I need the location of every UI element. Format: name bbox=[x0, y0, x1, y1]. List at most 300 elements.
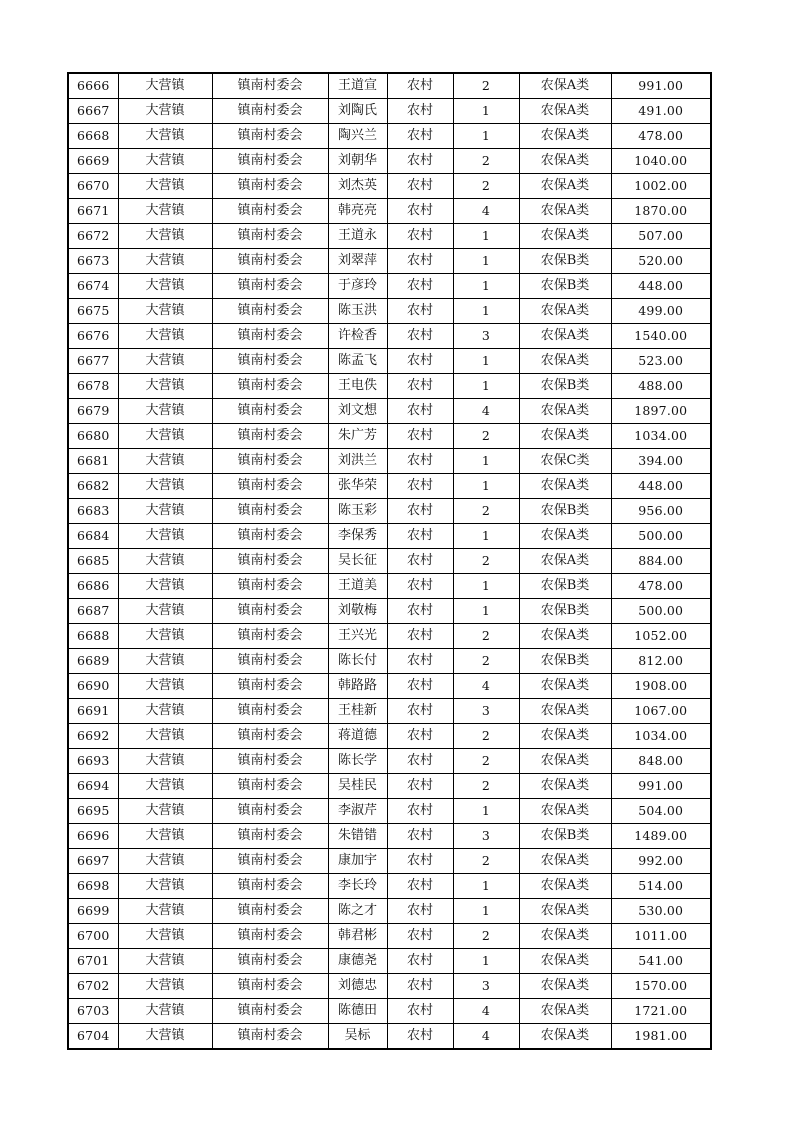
amount-cell: 504.00 bbox=[611, 799, 711, 824]
household-size-cell: 1 bbox=[453, 524, 519, 549]
amount-cell: 992.00 bbox=[611, 849, 711, 874]
household-size-cell: 1 bbox=[453, 124, 519, 149]
serial-number-cell: 6692 bbox=[68, 724, 118, 749]
household-size-cell: 2 bbox=[453, 724, 519, 749]
town-cell: 大营镇 bbox=[118, 174, 212, 199]
town-cell: 大营镇 bbox=[118, 974, 212, 999]
household-size-cell: 1 bbox=[453, 374, 519, 399]
table-row bbox=[68, 699, 711, 724]
serial-number-cell: 6704 bbox=[68, 1024, 118, 1050]
table-row bbox=[68, 774, 711, 799]
village-committee-cell: 镇南村委会 bbox=[212, 849, 328, 874]
serial-number-cell: 6696 bbox=[68, 824, 118, 849]
category-cell: 农保B类 bbox=[519, 374, 611, 399]
category-cell: 农保A类 bbox=[519, 199, 611, 224]
town-cell: 大营镇 bbox=[118, 424, 212, 449]
area-type-cell: 农村 bbox=[387, 224, 453, 249]
name-cell: 刘洪兰 bbox=[328, 449, 387, 474]
serial-number-cell: 6700 bbox=[68, 924, 118, 949]
household-size-cell: 3 bbox=[453, 974, 519, 999]
table-row bbox=[68, 249, 711, 274]
area-type-cell: 农村 bbox=[387, 73, 453, 99]
table-row bbox=[68, 124, 711, 149]
serial-number-cell: 6693 bbox=[68, 749, 118, 774]
household-size-cell: 2 bbox=[453, 924, 519, 949]
town-cell: 大营镇 bbox=[118, 224, 212, 249]
category-cell: 农保A类 bbox=[519, 674, 611, 699]
name-cell: 韩君彬 bbox=[328, 924, 387, 949]
household-size-cell: 2 bbox=[453, 849, 519, 874]
village-committee-cell: 镇南村委会 bbox=[212, 999, 328, 1024]
town-cell: 大营镇 bbox=[118, 349, 212, 374]
area-type-cell: 农村 bbox=[387, 474, 453, 499]
serial-number-cell: 6699 bbox=[68, 899, 118, 924]
amount-cell: 1570.00 bbox=[611, 974, 711, 999]
town-cell: 大营镇 bbox=[118, 749, 212, 774]
table-row bbox=[68, 999, 711, 1024]
amount-cell: 1034.00 bbox=[611, 724, 711, 749]
serial-number-cell: 6680 bbox=[68, 424, 118, 449]
name-cell: 王道永 bbox=[328, 224, 387, 249]
name-cell: 王电佚 bbox=[328, 374, 387, 399]
table-row bbox=[68, 549, 711, 574]
amount-cell: 530.00 bbox=[611, 899, 711, 924]
town-cell: 大营镇 bbox=[118, 724, 212, 749]
household-size-cell: 1 bbox=[453, 99, 519, 124]
category-cell: 农保A类 bbox=[519, 149, 611, 174]
table-row bbox=[68, 474, 711, 499]
amount-cell: 1052.00 bbox=[611, 624, 711, 649]
serial-number-cell: 6674 bbox=[68, 274, 118, 299]
area-type-cell: 农村 bbox=[387, 924, 453, 949]
serial-number-cell: 6681 bbox=[68, 449, 118, 474]
serial-number-cell: 6689 bbox=[68, 649, 118, 674]
table-row bbox=[68, 299, 711, 324]
name-cell: 陶兴兰 bbox=[328, 124, 387, 149]
household-size-cell: 1 bbox=[453, 574, 519, 599]
area-type-cell: 农村 bbox=[387, 149, 453, 174]
town-cell: 大营镇 bbox=[118, 249, 212, 274]
name-cell: 王道宣 bbox=[328, 73, 387, 99]
village-committee-cell: 镇南村委会 bbox=[212, 699, 328, 724]
village-committee-cell: 镇南村委会 bbox=[212, 73, 328, 99]
village-committee-cell: 镇南村委会 bbox=[212, 574, 328, 599]
area-type-cell: 农村 bbox=[387, 599, 453, 624]
village-committee-cell: 镇南村委会 bbox=[212, 224, 328, 249]
town-cell: 大营镇 bbox=[118, 874, 212, 899]
table-row bbox=[68, 73, 711, 99]
area-type-cell: 农村 bbox=[387, 649, 453, 674]
serial-number-cell: 6667 bbox=[68, 99, 118, 124]
village-committee-cell: 镇南村委会 bbox=[212, 749, 328, 774]
category-cell: 农保A类 bbox=[519, 349, 611, 374]
village-committee-cell: 镇南村委会 bbox=[212, 249, 328, 274]
amount-cell: 448.00 bbox=[611, 274, 711, 299]
name-cell: 于彦玲 bbox=[328, 274, 387, 299]
table-row bbox=[68, 199, 711, 224]
name-cell: 刘翠萍 bbox=[328, 249, 387, 274]
town-cell: 大营镇 bbox=[118, 124, 212, 149]
village-committee-cell: 镇南村委会 bbox=[212, 324, 328, 349]
serial-number-cell: 6678 bbox=[68, 374, 118, 399]
household-size-cell: 2 bbox=[453, 649, 519, 674]
amount-cell: 523.00 bbox=[611, 349, 711, 374]
area-type-cell: 农村 bbox=[387, 399, 453, 424]
name-cell: 王桂新 bbox=[328, 699, 387, 724]
amount-cell: 478.00 bbox=[611, 124, 711, 149]
category-cell: 农保B类 bbox=[519, 649, 611, 674]
table-row bbox=[68, 99, 711, 124]
village-committee-cell: 镇南村委会 bbox=[212, 374, 328, 399]
village-committee-cell: 镇南村委会 bbox=[212, 424, 328, 449]
village-committee-cell: 镇南村委会 bbox=[212, 974, 328, 999]
area-type-cell: 农村 bbox=[387, 199, 453, 224]
category-cell: 农保B类 bbox=[519, 274, 611, 299]
household-size-cell: 1 bbox=[453, 349, 519, 374]
town-cell: 大营镇 bbox=[118, 949, 212, 974]
table-row bbox=[68, 374, 711, 399]
category-cell: 农保A类 bbox=[519, 624, 611, 649]
town-cell: 大营镇 bbox=[118, 649, 212, 674]
name-cell: 陈长学 bbox=[328, 749, 387, 774]
table-row bbox=[68, 874, 711, 899]
area-type-cell: 农村 bbox=[387, 749, 453, 774]
area-type-cell: 农村 bbox=[387, 699, 453, 724]
village-committee-cell: 镇南村委会 bbox=[212, 199, 328, 224]
name-cell: 刘杰英 bbox=[328, 174, 387, 199]
table-row bbox=[68, 424, 711, 449]
category-cell: 农保A类 bbox=[519, 73, 611, 99]
name-cell: 陈孟飞 bbox=[328, 349, 387, 374]
town-cell: 大营镇 bbox=[118, 924, 212, 949]
table-row bbox=[68, 399, 711, 424]
category-cell: 农保A类 bbox=[519, 524, 611, 549]
table-row bbox=[68, 749, 711, 774]
town-cell: 大营镇 bbox=[118, 799, 212, 824]
town-cell: 大营镇 bbox=[118, 549, 212, 574]
serial-number-cell: 6688 bbox=[68, 624, 118, 649]
amount-cell: 956.00 bbox=[611, 499, 711, 524]
amount-cell: 1011.00 bbox=[611, 924, 711, 949]
household-size-cell: 1 bbox=[453, 474, 519, 499]
town-cell: 大营镇 bbox=[118, 73, 212, 99]
category-cell: 农保A类 bbox=[519, 774, 611, 799]
name-cell: 康德尧 bbox=[328, 949, 387, 974]
name-cell: 吴桂民 bbox=[328, 774, 387, 799]
town-cell: 大营镇 bbox=[118, 274, 212, 299]
household-size-cell: 4 bbox=[453, 674, 519, 699]
amount-cell: 514.00 bbox=[611, 874, 711, 899]
table-row bbox=[68, 574, 711, 599]
amount-cell: 488.00 bbox=[611, 374, 711, 399]
area-type-cell: 农村 bbox=[387, 249, 453, 274]
serial-number-cell: 6702 bbox=[68, 974, 118, 999]
town-cell: 大营镇 bbox=[118, 699, 212, 724]
household-size-cell: 2 bbox=[453, 549, 519, 574]
area-type-cell: 农村 bbox=[387, 899, 453, 924]
serial-number-cell: 6683 bbox=[68, 499, 118, 524]
village-committee-cell: 镇南村委会 bbox=[212, 524, 328, 549]
amount-cell: 520.00 bbox=[611, 249, 711, 274]
town-cell: 大营镇 bbox=[118, 499, 212, 524]
area-type-cell: 农村 bbox=[387, 449, 453, 474]
name-cell: 陈德田 bbox=[328, 999, 387, 1024]
name-cell: 吴长征 bbox=[328, 549, 387, 574]
village-committee-cell: 镇南村委会 bbox=[212, 124, 328, 149]
category-cell: 农保A类 bbox=[519, 224, 611, 249]
table-row bbox=[68, 324, 711, 349]
category-cell: 农保B类 bbox=[519, 824, 611, 849]
household-size-cell: 4 bbox=[453, 199, 519, 224]
household-size-cell: 2 bbox=[453, 174, 519, 199]
category-cell: 农保A类 bbox=[519, 99, 611, 124]
household-size-cell: 1 bbox=[453, 949, 519, 974]
village-committee-cell: 镇南村委会 bbox=[212, 624, 328, 649]
category-cell: 农保A类 bbox=[519, 999, 611, 1024]
table-row bbox=[68, 899, 711, 924]
household-size-cell: 1 bbox=[453, 799, 519, 824]
table-row bbox=[68, 799, 711, 824]
table-row bbox=[68, 674, 711, 699]
name-cell: 张华荣 bbox=[328, 474, 387, 499]
town-cell: 大营镇 bbox=[118, 474, 212, 499]
table-row bbox=[68, 449, 711, 474]
name-cell: 王道美 bbox=[328, 574, 387, 599]
village-committee-cell: 镇南村委会 bbox=[212, 949, 328, 974]
name-cell: 刘敬梅 bbox=[328, 599, 387, 624]
serial-number-cell: 6670 bbox=[68, 174, 118, 199]
category-cell: 农保A类 bbox=[519, 124, 611, 149]
town-cell: 大营镇 bbox=[118, 324, 212, 349]
serial-number-cell: 6694 bbox=[68, 774, 118, 799]
table-row bbox=[68, 649, 711, 674]
serial-number-cell: 6703 bbox=[68, 999, 118, 1024]
name-cell: 陈玉彩 bbox=[328, 499, 387, 524]
name-cell: 韩路路 bbox=[328, 674, 387, 699]
household-size-cell: 1 bbox=[453, 874, 519, 899]
name-cell: 刘文想 bbox=[328, 399, 387, 424]
village-committee-cell: 镇南村委会 bbox=[212, 924, 328, 949]
category-cell: 农保A类 bbox=[519, 874, 611, 899]
name-cell: 陈长付 bbox=[328, 649, 387, 674]
table-row bbox=[68, 974, 711, 999]
household-size-cell: 4 bbox=[453, 1024, 519, 1050]
amount-cell: 500.00 bbox=[611, 524, 711, 549]
area-type-cell: 农村 bbox=[387, 724, 453, 749]
table-row bbox=[68, 224, 711, 249]
village-committee-cell: 镇南村委会 bbox=[212, 349, 328, 374]
town-cell: 大营镇 bbox=[118, 449, 212, 474]
name-cell: 朱广芳 bbox=[328, 424, 387, 449]
serial-number-cell: 6672 bbox=[68, 224, 118, 249]
amount-cell: 1034.00 bbox=[611, 424, 711, 449]
name-cell: 王兴光 bbox=[328, 624, 387, 649]
area-type-cell: 农村 bbox=[387, 949, 453, 974]
household-size-cell: 1 bbox=[453, 249, 519, 274]
town-cell: 大营镇 bbox=[118, 599, 212, 624]
amount-cell: 812.00 bbox=[611, 649, 711, 674]
category-cell: 农保C类 bbox=[519, 449, 611, 474]
village-committee-cell: 镇南村委会 bbox=[212, 649, 328, 674]
serial-number-cell: 6675 bbox=[68, 299, 118, 324]
name-cell: 蒋道德 bbox=[328, 724, 387, 749]
household-size-cell: 2 bbox=[453, 499, 519, 524]
amount-cell: 541.00 bbox=[611, 949, 711, 974]
amount-cell: 1040.00 bbox=[611, 149, 711, 174]
amount-cell: 394.00 bbox=[611, 449, 711, 474]
name-cell: 许检香 bbox=[328, 324, 387, 349]
town-cell: 大营镇 bbox=[118, 774, 212, 799]
amount-cell: 1489.00 bbox=[611, 824, 711, 849]
amount-cell: 884.00 bbox=[611, 549, 711, 574]
name-cell: 李长玲 bbox=[328, 874, 387, 899]
serial-number-cell: 6698 bbox=[68, 874, 118, 899]
amount-cell: 1540.00 bbox=[611, 324, 711, 349]
serial-number-cell: 6690 bbox=[68, 674, 118, 699]
area-type-cell: 农村 bbox=[387, 299, 453, 324]
category-cell: 农保A类 bbox=[519, 424, 611, 449]
table-row bbox=[68, 624, 711, 649]
category-cell: 农保A类 bbox=[519, 174, 611, 199]
category-cell: 农保A类 bbox=[519, 949, 611, 974]
name-cell: 李保秀 bbox=[328, 524, 387, 549]
household-size-cell: 1 bbox=[453, 449, 519, 474]
category-cell: 农保A类 bbox=[519, 474, 611, 499]
table-row bbox=[68, 349, 711, 374]
town-cell: 大营镇 bbox=[118, 824, 212, 849]
data-table bbox=[67, 72, 712, 1050]
village-committee-cell: 镇南村委会 bbox=[212, 274, 328, 299]
amount-cell: 478.00 bbox=[611, 574, 711, 599]
area-type-cell: 农村 bbox=[387, 674, 453, 699]
table-row bbox=[68, 524, 711, 549]
amount-cell: 500.00 bbox=[611, 599, 711, 624]
village-committee-cell: 镇南村委会 bbox=[212, 449, 328, 474]
area-type-cell: 农村 bbox=[387, 1024, 453, 1050]
serial-number-cell: 6682 bbox=[68, 474, 118, 499]
area-type-cell: 农村 bbox=[387, 874, 453, 899]
town-cell: 大营镇 bbox=[118, 999, 212, 1024]
serial-number-cell: 6676 bbox=[68, 324, 118, 349]
table-row bbox=[68, 599, 711, 624]
household-size-cell: 3 bbox=[453, 699, 519, 724]
town-cell: 大营镇 bbox=[118, 299, 212, 324]
table-row bbox=[68, 724, 711, 749]
town-cell: 大营镇 bbox=[118, 674, 212, 699]
area-type-cell: 农村 bbox=[387, 549, 453, 574]
area-type-cell: 农村 bbox=[387, 499, 453, 524]
amount-cell: 1721.00 bbox=[611, 999, 711, 1024]
village-committee-cell: 镇南村委会 bbox=[212, 174, 328, 199]
amount-cell: 507.00 bbox=[611, 224, 711, 249]
category-cell: 农保A类 bbox=[519, 399, 611, 424]
village-committee-cell: 镇南村委会 bbox=[212, 599, 328, 624]
household-size-cell: 1 bbox=[453, 599, 519, 624]
name-cell: 李淑芹 bbox=[328, 799, 387, 824]
name-cell: 刘朝华 bbox=[328, 149, 387, 174]
village-committee-cell: 镇南村委会 bbox=[212, 824, 328, 849]
amount-cell: 1067.00 bbox=[611, 699, 711, 724]
town-cell: 大营镇 bbox=[118, 574, 212, 599]
household-size-cell: 1 bbox=[453, 274, 519, 299]
category-cell: 农保B类 bbox=[519, 574, 611, 599]
name-cell: 刘德忠 bbox=[328, 974, 387, 999]
area-type-cell: 农村 bbox=[387, 99, 453, 124]
town-cell: 大营镇 bbox=[118, 199, 212, 224]
serial-number-cell: 6673 bbox=[68, 249, 118, 274]
household-size-cell: 2 bbox=[453, 73, 519, 99]
category-cell: 农保A类 bbox=[519, 749, 611, 774]
village-committee-cell: 镇南村委会 bbox=[212, 674, 328, 699]
category-cell: 农保A类 bbox=[519, 299, 611, 324]
village-committee-cell: 镇南村委会 bbox=[212, 99, 328, 124]
category-cell: 农保B类 bbox=[519, 599, 611, 624]
name-cell: 陈之才 bbox=[328, 899, 387, 924]
category-cell: 农保A类 bbox=[519, 699, 611, 724]
table-row bbox=[68, 149, 711, 174]
amount-cell: 499.00 bbox=[611, 299, 711, 324]
household-size-cell: 2 bbox=[453, 774, 519, 799]
table-body bbox=[68, 73, 711, 1049]
town-cell: 大营镇 bbox=[118, 1024, 212, 1050]
category-cell: 农保A类 bbox=[519, 899, 611, 924]
table-row bbox=[68, 274, 711, 299]
town-cell: 大营镇 bbox=[118, 399, 212, 424]
table-row bbox=[68, 949, 711, 974]
category-cell: 农保A类 bbox=[519, 324, 611, 349]
household-size-cell: 4 bbox=[453, 999, 519, 1024]
village-committee-cell: 镇南村委会 bbox=[212, 399, 328, 424]
household-size-cell: 2 bbox=[453, 749, 519, 774]
table-row bbox=[68, 174, 711, 199]
serial-number-cell: 6697 bbox=[68, 849, 118, 874]
name-cell: 朱错错 bbox=[328, 824, 387, 849]
household-size-cell: 3 bbox=[453, 324, 519, 349]
area-type-cell: 农村 bbox=[387, 799, 453, 824]
category-cell: 农保A类 bbox=[519, 849, 611, 874]
town-cell: 大营镇 bbox=[118, 624, 212, 649]
amount-cell: 1908.00 bbox=[611, 674, 711, 699]
category-cell: 农保B类 bbox=[519, 249, 611, 274]
category-cell: 农保A类 bbox=[519, 1024, 611, 1050]
name-cell: 陈玉洪 bbox=[328, 299, 387, 324]
area-type-cell: 农村 bbox=[387, 374, 453, 399]
household-size-cell: 2 bbox=[453, 624, 519, 649]
category-cell: 农保A类 bbox=[519, 799, 611, 824]
household-size-cell: 1 bbox=[453, 224, 519, 249]
serial-number-cell: 6671 bbox=[68, 199, 118, 224]
category-cell: 农保A类 bbox=[519, 924, 611, 949]
town-cell: 大营镇 bbox=[118, 99, 212, 124]
serial-number-cell: 6695 bbox=[68, 799, 118, 824]
serial-number-cell: 6685 bbox=[68, 549, 118, 574]
table-row bbox=[68, 499, 711, 524]
village-committee-cell: 镇南村委会 bbox=[212, 549, 328, 574]
table-row bbox=[68, 1024, 711, 1050]
area-type-cell: 农村 bbox=[387, 999, 453, 1024]
serial-number-cell: 6691 bbox=[68, 699, 118, 724]
table-row bbox=[68, 849, 711, 874]
amount-cell: 991.00 bbox=[611, 73, 711, 99]
serial-number-cell: 6687 bbox=[68, 599, 118, 624]
household-size-cell: 1 bbox=[453, 299, 519, 324]
area-type-cell: 农村 bbox=[387, 824, 453, 849]
town-cell: 大营镇 bbox=[118, 149, 212, 174]
amount-cell: 991.00 bbox=[611, 774, 711, 799]
area-type-cell: 农村 bbox=[387, 324, 453, 349]
category-cell: 农保B类 bbox=[519, 499, 611, 524]
village-committee-cell: 镇南村委会 bbox=[212, 1024, 328, 1050]
